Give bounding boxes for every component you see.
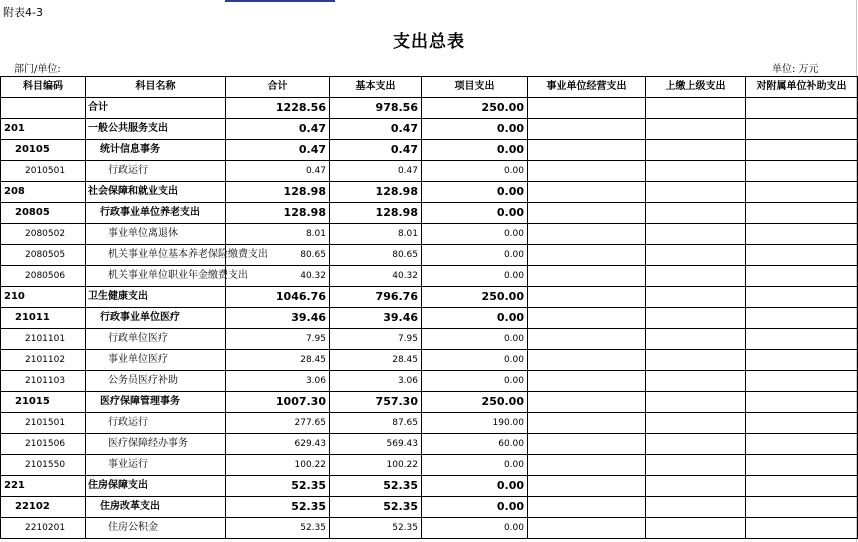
table-row bbox=[1, 434, 858, 455]
cell-business bbox=[528, 371, 646, 392]
cell-basic: 128.98 bbox=[330, 203, 422, 224]
cell-total: 629.43 bbox=[226, 434, 330, 455]
cell-basic: 52.35 bbox=[330, 497, 422, 518]
cell-total: 0.47 bbox=[226, 161, 330, 182]
cell-subsidy bbox=[746, 245, 858, 266]
table-row bbox=[1, 476, 858, 497]
table-row bbox=[1, 203, 858, 224]
cell-code: 2010501 bbox=[1, 161, 86, 182]
table-row bbox=[1, 266, 858, 287]
cell-total: 1007.30 bbox=[226, 392, 330, 413]
cell-business bbox=[528, 182, 646, 203]
cell-name: 合计 bbox=[86, 98, 226, 119]
table-row bbox=[1, 497, 858, 518]
cell-name: 医疗保障管理事务 bbox=[86, 392, 226, 413]
cell-remit bbox=[646, 140, 746, 161]
cell-subsidy bbox=[746, 371, 858, 392]
cell-basic: 39.46 bbox=[330, 308, 422, 329]
table-row bbox=[1, 161, 858, 182]
cell-subsidy bbox=[746, 455, 858, 476]
cell-subsidy bbox=[746, 413, 858, 434]
cell-total: 3.06 bbox=[226, 371, 330, 392]
col-header-subsidy: 对附属单位补助支出 bbox=[746, 77, 858, 98]
cell-business bbox=[528, 329, 646, 350]
cell-subsidy bbox=[746, 266, 858, 287]
cell-subsidy bbox=[746, 518, 858, 539]
col-header-basic: 基本支出 bbox=[330, 77, 422, 98]
cell-basic: 80.65 bbox=[330, 245, 422, 266]
cell-basic: 796.76 bbox=[330, 287, 422, 308]
cell-code: 210 bbox=[1, 287, 86, 308]
cell-subsidy bbox=[746, 392, 858, 413]
cell-project: 0.00 bbox=[422, 497, 528, 518]
cell-remit bbox=[646, 161, 746, 182]
cell-business bbox=[528, 518, 646, 539]
cell-name: 住房保障支出 bbox=[86, 476, 226, 497]
cell-total: 39.46 bbox=[226, 308, 330, 329]
cell-subsidy bbox=[746, 497, 858, 518]
col-header-name: 科目名称 bbox=[86, 77, 226, 98]
cell-basic: 978.56 bbox=[330, 98, 422, 119]
cell-basic: 28.45 bbox=[330, 350, 422, 371]
cell-name: 行政单位医疗 bbox=[86, 329, 226, 350]
cell-business bbox=[528, 119, 646, 140]
cell-basic: 3.06 bbox=[330, 371, 422, 392]
col-header-business: 事业单位经营支出 bbox=[528, 77, 646, 98]
table-row bbox=[1, 287, 858, 308]
cell-name: 公务员医疗补助 bbox=[86, 371, 226, 392]
cell-total: 7.95 bbox=[226, 329, 330, 350]
cell-project: 0.00 bbox=[422, 476, 528, 497]
cell-project: 190.00 bbox=[422, 413, 528, 434]
cell-name: 事业单位离退休 bbox=[86, 224, 226, 245]
cell-name: 行政事业单位医疗 bbox=[86, 308, 226, 329]
cell-project: 0.00 bbox=[422, 371, 528, 392]
cell-code: 2210201 bbox=[1, 518, 86, 539]
cell-basic: 0.47 bbox=[330, 119, 422, 140]
cell-business bbox=[528, 476, 646, 497]
cell-remit bbox=[646, 119, 746, 140]
cell-total: 8.01 bbox=[226, 224, 330, 245]
col-header-project: 项目支出 bbox=[422, 77, 528, 98]
cell-project: 0.00 bbox=[422, 119, 528, 140]
table-row bbox=[1, 98, 858, 119]
table-body bbox=[1, 98, 858, 539]
cell-total: 0.47 bbox=[226, 140, 330, 161]
cell-subsidy bbox=[746, 98, 858, 119]
cell-business bbox=[528, 245, 646, 266]
cell-remit bbox=[646, 350, 746, 371]
cell-project: 0.00 bbox=[422, 329, 528, 350]
cell-basic: 569.43 bbox=[330, 434, 422, 455]
cell-code: 2101103 bbox=[1, 371, 86, 392]
cell-remit bbox=[646, 497, 746, 518]
cell-total: 52.35 bbox=[226, 497, 330, 518]
cell-project: 0.00 bbox=[422, 245, 528, 266]
cell-basic: 7.95 bbox=[330, 329, 422, 350]
cell-business bbox=[528, 497, 646, 518]
cell-project: 0.00 bbox=[422, 518, 528, 539]
appendix-label: 附表4-3 bbox=[3, 6, 43, 19]
cell-code: 2101102 bbox=[1, 350, 86, 371]
cell-code: 2101550 bbox=[1, 455, 86, 476]
cell-remit bbox=[646, 308, 746, 329]
cell-project: 250.00 bbox=[422, 392, 528, 413]
cell-code: 2080505 bbox=[1, 245, 86, 266]
cell-project: 0.00 bbox=[422, 161, 528, 182]
cell-remit bbox=[646, 392, 746, 413]
cell-project: 0.00 bbox=[422, 455, 528, 476]
cell-basic: 52.35 bbox=[330, 476, 422, 497]
cell-code: 208 bbox=[1, 182, 86, 203]
table-row bbox=[1, 392, 858, 413]
cell-subsidy bbox=[746, 224, 858, 245]
cell-remit bbox=[646, 98, 746, 119]
table-row bbox=[1, 245, 858, 266]
cell-total: 128.98 bbox=[226, 182, 330, 203]
cell-project: 0.00 bbox=[422, 182, 528, 203]
cell-code: 2101501 bbox=[1, 413, 86, 434]
cell-name: 事业运行 bbox=[86, 455, 226, 476]
cell-code: 21015 bbox=[1, 392, 86, 413]
cell-subsidy bbox=[746, 350, 858, 371]
cell-basic: 52.35 bbox=[330, 518, 422, 539]
cell-business bbox=[528, 140, 646, 161]
cell-name: 医疗保障经办事务 bbox=[86, 434, 226, 455]
cell-project: 0.00 bbox=[422, 203, 528, 224]
cell-total: 100.22 bbox=[226, 455, 330, 476]
cell-total: 0.47 bbox=[226, 119, 330, 140]
cell-name: 行政事业单位养老支出 bbox=[86, 203, 226, 224]
cell-code: 221 bbox=[1, 476, 86, 497]
cell-remit bbox=[646, 413, 746, 434]
cell-remit bbox=[646, 182, 746, 203]
unit-label: 单位: 万元 bbox=[772, 64, 819, 75]
cell-business bbox=[528, 287, 646, 308]
page-title: 支出总表 bbox=[393, 32, 465, 52]
cell-business bbox=[528, 161, 646, 182]
cell-basic: 87.65 bbox=[330, 413, 422, 434]
cell-name: 住房公积金 bbox=[86, 518, 226, 539]
cell-basic: 0.47 bbox=[330, 161, 422, 182]
cell-name: 社会保障和就业支出 bbox=[86, 182, 226, 203]
cell-remit bbox=[646, 476, 746, 497]
cell-total: 40.32 bbox=[226, 266, 330, 287]
col-header-remit: 上缴上级支出 bbox=[646, 77, 746, 98]
cell-basic: 8.01 bbox=[330, 224, 422, 245]
cell-code: 20105 bbox=[1, 140, 86, 161]
table-row bbox=[1, 119, 858, 140]
cell-remit bbox=[646, 329, 746, 350]
cell-subsidy bbox=[746, 119, 858, 140]
cell-remit bbox=[646, 203, 746, 224]
table-row bbox=[1, 371, 858, 392]
cell-name: 行政运行 bbox=[86, 413, 226, 434]
cell-business bbox=[528, 224, 646, 245]
cell-code: 2080502 bbox=[1, 224, 86, 245]
cell-business bbox=[528, 266, 646, 287]
cell-name: 机关事业单位基本养老保险缴费支出 bbox=[86, 245, 226, 266]
cell-business bbox=[528, 350, 646, 371]
cell-project: 0.00 bbox=[422, 350, 528, 371]
cell-code: 21011 bbox=[1, 308, 86, 329]
cell-code bbox=[1, 98, 86, 119]
cell-business bbox=[528, 98, 646, 119]
cell-project: 60.00 bbox=[422, 434, 528, 455]
table-row bbox=[1, 350, 858, 371]
cell-total: 1046.76 bbox=[226, 287, 330, 308]
cell-project: 250.00 bbox=[422, 287, 528, 308]
cell-basic: 757.30 bbox=[330, 392, 422, 413]
cell-remit bbox=[646, 518, 746, 539]
cell-code: 2101506 bbox=[1, 434, 86, 455]
cell-subsidy bbox=[746, 329, 858, 350]
cell-code: 22102 bbox=[1, 497, 86, 518]
cell-business bbox=[528, 392, 646, 413]
table-row bbox=[1, 518, 858, 539]
cell-name: 卫生健康支出 bbox=[86, 287, 226, 308]
cell-subsidy bbox=[746, 203, 858, 224]
cell-name: 机关事业单位职业年金缴费支出 bbox=[86, 266, 226, 287]
cell-subsidy bbox=[746, 140, 858, 161]
cell-code: 2101101 bbox=[1, 329, 86, 350]
col-header-total: 合计 bbox=[226, 77, 330, 98]
cell-name: 一般公共服务支出 bbox=[86, 119, 226, 140]
cell-subsidy bbox=[746, 434, 858, 455]
cell-remit bbox=[646, 371, 746, 392]
cell-total: 128.98 bbox=[226, 203, 330, 224]
cell-total: 80.65 bbox=[226, 245, 330, 266]
cell-subsidy bbox=[746, 182, 858, 203]
cell-name: 事业单位医疗 bbox=[86, 350, 226, 371]
cell-remit bbox=[646, 245, 746, 266]
cell-basic: 128.98 bbox=[330, 182, 422, 203]
cell-total: 52.35 bbox=[226, 476, 330, 497]
cell-total: 277.65 bbox=[226, 413, 330, 434]
cell-remit bbox=[646, 434, 746, 455]
cell-basic: 0.47 bbox=[330, 140, 422, 161]
cell-remit bbox=[646, 455, 746, 476]
cell-remit bbox=[646, 266, 746, 287]
expenditure-table bbox=[0, 76, 858, 539]
table-row bbox=[1, 308, 858, 329]
cell-business bbox=[528, 203, 646, 224]
table-row bbox=[1, 455, 858, 476]
col-header-code: 科目编码 bbox=[1, 77, 86, 98]
table-row bbox=[1, 413, 858, 434]
cell-project: 0.00 bbox=[422, 266, 528, 287]
cell-subsidy bbox=[746, 476, 858, 497]
cell-code: 20805 bbox=[1, 203, 86, 224]
cell-remit bbox=[646, 224, 746, 245]
cell-business bbox=[528, 413, 646, 434]
cell-project: 0.00 bbox=[422, 224, 528, 245]
cell-name: 统计信息事务 bbox=[86, 140, 226, 161]
cell-business bbox=[528, 308, 646, 329]
table-row bbox=[1, 182, 858, 203]
cell-business bbox=[528, 455, 646, 476]
top-accent-line bbox=[225, 0, 335, 2]
cell-name: 住房改革支出 bbox=[86, 497, 226, 518]
cell-code: 201 bbox=[1, 119, 86, 140]
cell-basic: 100.22 bbox=[330, 455, 422, 476]
table-row bbox=[1, 140, 858, 161]
cell-remit bbox=[646, 287, 746, 308]
table-row bbox=[1, 224, 858, 245]
cell-total: 52.35 bbox=[226, 518, 330, 539]
cell-business bbox=[528, 434, 646, 455]
cell-basic: 40.32 bbox=[330, 266, 422, 287]
cell-project: 0.00 bbox=[422, 308, 528, 329]
cell-total: 1228.56 bbox=[226, 98, 330, 119]
department-label: 部门/单位: bbox=[14, 64, 61, 75]
cell-subsidy bbox=[746, 308, 858, 329]
cell-project: 0.00 bbox=[422, 140, 528, 161]
cell-subsidy bbox=[746, 161, 858, 182]
cell-code: 2080506 bbox=[1, 266, 86, 287]
cell-name: 行政运行 bbox=[86, 161, 226, 182]
cell-project: 250.00 bbox=[422, 98, 528, 119]
table-row bbox=[1, 329, 858, 350]
cell-total: 28.45 bbox=[226, 350, 330, 371]
table-header-row bbox=[1, 77, 858, 98]
cell-subsidy bbox=[746, 287, 858, 308]
